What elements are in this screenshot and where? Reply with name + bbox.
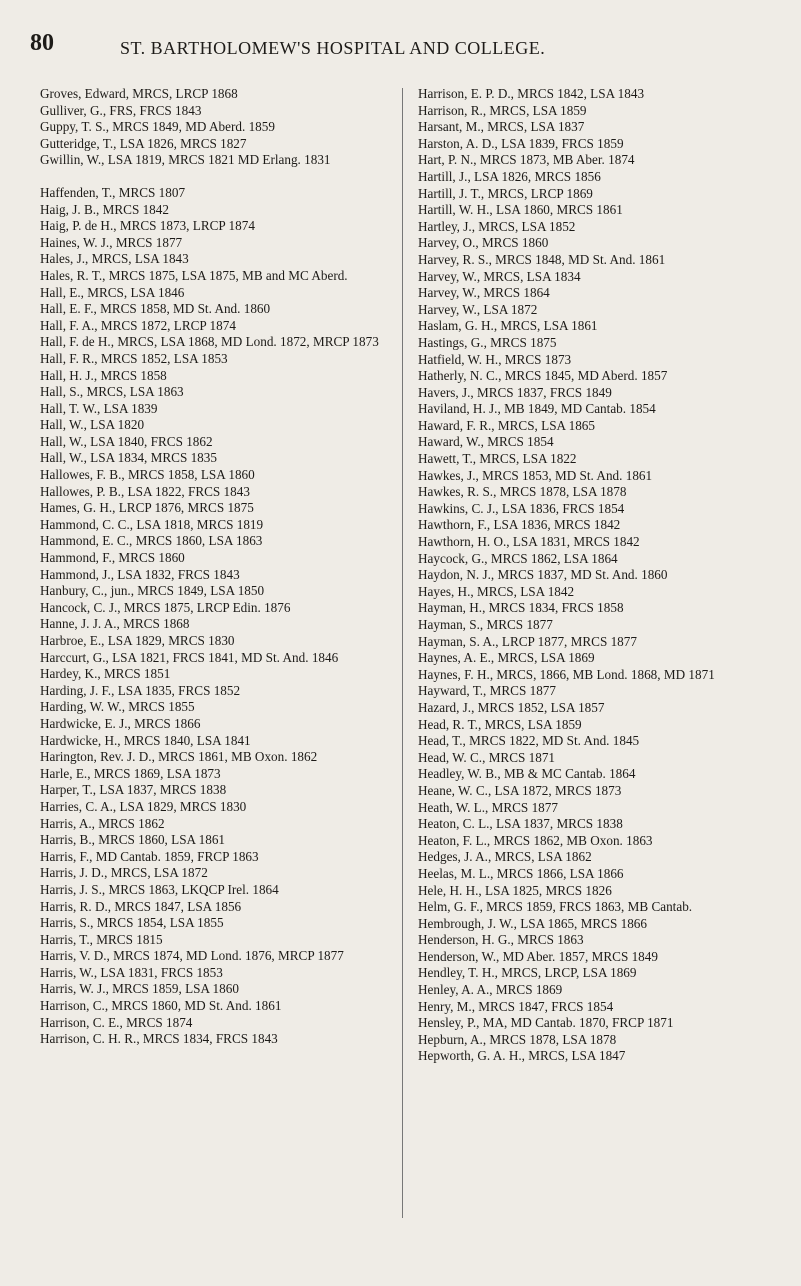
register-entry: Hall, F. R., MRCS 1852, LSA 1853 <box>40 350 228 366</box>
register-entry: Hall, H. J., MRCS 1858 <box>40 367 167 383</box>
register-entry: Havers, J., MRCS 1837, FRCS 1849 <box>418 384 612 400</box>
register-entry: Haffenden, T., MRCS 1807 <box>40 184 186 200</box>
register-entry: Harris, S., MRCS 1854, LSA 1855 <box>40 915 224 931</box>
register-entry: Gutteridge, T., LSA 1826, MRCS 1827 <box>40 135 247 151</box>
register-entry: Hales, J., MRCS, LSA 1843 <box>40 251 189 267</box>
register-entry: Harrison, R., MRCS, LSA 1859 <box>418 102 587 118</box>
register-entry: Haines, W. J., MRCS 1877 <box>40 234 183 250</box>
register-entry: Harris, B., MRCS 1860, LSA 1861 <box>40 832 226 848</box>
register-entry: Haig, J. B., MRCS 1842 <box>40 201 169 217</box>
register-entry: Harris, F., MD Cantab. 1859, FRCP 1863 <box>40 848 259 864</box>
register-entry: Hayward, T., MRCS 1877 <box>418 683 556 699</box>
register-entry: Hall, T. W., LSA 1839 <box>40 400 158 416</box>
register-entry: Head, T., MRCS 1822, MD St. And. 1845 <box>418 733 640 749</box>
register-entry: Hele, H. H., LSA 1825, MRCS 1826 <box>418 882 612 898</box>
register-entry: Harris, W. J., MRCS 1859, LSA 1860 <box>40 981 239 997</box>
register-entry: Harrison, C. H. R., MRCS 1834, FRCS 1843 <box>40 1031 278 1047</box>
register-entry: Harding, W. W., MRCS 1855 <box>40 699 195 715</box>
register-entry: Haydon, N. J., MRCS 1837, MD St. And. 1860 <box>418 567 668 583</box>
register-entry: Hall, W., LSA 1834, MRCS 1835 <box>40 450 217 466</box>
register-entry: Hallowes, F. B., MRCS 1858, LSA 1860 <box>40 467 255 483</box>
register-entry: Hall, E., MRCS, LSA 1846 <box>40 284 185 300</box>
right-column <box>418 86 778 1065</box>
register-entry: Hammond, E. C., MRCS 1860, LSA 1863 <box>40 533 263 549</box>
register-entry: Harle, E., MRCS 1869, LSA 1873 <box>40 765 221 781</box>
register-entry: Haward, F. R., MRCS, LSA 1865 <box>418 417 595 433</box>
register-entry: Hartill, W. H., LSA 1860, MRCS 1861 <box>418 202 623 218</box>
register-entry: Harris, J. D., MRCS, LSA 1872 <box>40 865 208 881</box>
register-entry: Hedges, J. A., MRCS, LSA 1862 <box>418 849 592 865</box>
register-entry: Guppy, T. S., MRCS 1849, MD Aberd. 1859 <box>40 119 275 135</box>
register-entry: Harington, Rev. J. D., MRCS 1861, MB Oxon. 1862 <box>40 749 318 765</box>
register-entry: Henley, A. A., MRCS 1869 <box>418 982 563 998</box>
register-entry: Hazard, J., MRCS 1852, LSA 1857 <box>418 699 605 715</box>
register-entry: Harston, A. D., LSA 1839, FRCS 1859 <box>418 135 624 151</box>
register-entry: Hallowes, P. B., LSA 1822, FRCS 1843 <box>40 483 250 499</box>
register-entry: Harvey, W., MRCS, LSA 1834 <box>418 268 581 284</box>
register-entry: Harris, J. S., MRCS 1863, LKQCP Irel. 1864 <box>40 881 279 897</box>
register-entry: Harris, V. D., MRCS 1874, MD Lond. 1876, MRCP 1877 <box>40 948 344 964</box>
register-entry: Hawkes, J., MRCS 1853, MD St. And. 1861 <box>418 467 653 483</box>
register-entry: Head, W. C., MRCS 1871 <box>418 749 556 765</box>
register-entry: Hatfield, W. H., MRCS 1873 <box>418 351 572 367</box>
register-entry: Hendley, T. H., MRCS, LRCP, LSA 1869 <box>418 965 637 981</box>
register-entry: Harvey, W., MRCS 1864 <box>418 285 550 301</box>
register-entry: Hepburn, A., MRCS 1878, LSA 1878 <box>418 1031 617 1047</box>
register-entry: Hartill, J., LSA 1826, MRCS 1856 <box>418 168 601 184</box>
register-entry: Gulliver, G., FRS, FRCS 1843 <box>40 102 202 118</box>
register-entry: Hardey, K., MRCS 1851 <box>40 666 171 682</box>
register-entry: Hayes, H., MRCS, LSA 1842 <box>418 583 575 599</box>
register-entry: Harbroe, E., LSA 1829, MRCS 1830 <box>40 633 235 648</box>
register-entry: Harvey, R. S., MRCS 1848, MD St. And. 1861 <box>418 251 666 267</box>
register-entry: Hastings, G., MRCS 1875 <box>418 334 557 350</box>
register-entry: Henderson, W., MD Aber. 1857, MRCS 1849 <box>418 948 658 964</box>
register-entry: Hall, F. de H., MRCS, LSA 1868, MD Lond. 1872, MRCP 1873 <box>40 334 379 350</box>
register-entry: Hawkes, R. S., MRCS 1878, LSA 1878 <box>418 484 627 500</box>
register-entry: Harsant, M., MRCS, LSA 1837 <box>418 119 585 135</box>
register-entry: Hardwicke, H., MRCS 1840, LSA 1841 <box>40 732 251 748</box>
register-entry: Haslam, G. H., MRCS, LSA 1861 <box>418 318 598 334</box>
register-entry: Hammond, J., LSA 1832, FRCS 1843 <box>40 566 240 582</box>
column-divider <box>402 88 403 1218</box>
register-entry: Hayman, H., MRCS 1834, FRCS 1858 <box>418 600 624 616</box>
register-entry: Hammond, C. C., LSA 1818, MRCS 1819 <box>40 516 264 532</box>
register-entry: Heelas, M. L., MRCS 1866, LSA 1866 <box>418 865 624 881</box>
register-entry: Hartley, J., MRCS, LSA 1852 <box>418 218 576 234</box>
register-entry: Hawthorn, F., LSA 1836, MRCS 1842 <box>418 517 621 533</box>
register-entry: Hall, W., LSA 1820 <box>40 417 145 433</box>
register-entry: Headley, W. B., MB & MC Cantab. 1864 <box>418 766 636 782</box>
register-entry: Heaton, F. L., MRCS 1862, MB Oxon. 1863 <box>418 832 653 848</box>
register-entry: Hembrough, J. W., LSA 1865, MRCS 1866 <box>418 915 647 931</box>
register-entry: Hart, P. N., MRCS 1873, MB Aber. 1874 <box>418 152 635 168</box>
register-entry: Hanne, J. J. A., MRCS 1868 <box>40 616 190 632</box>
register-entry: Hartill, J. T., MRCS, LRCP 1869 <box>418 185 593 201</box>
register-entry: Gwillin, W., LSA 1819, MRCS 1821 MD Erlang. 1831 <box>40 152 331 168</box>
register-entry: Hales, R. T., MRCS 1875, LSA 1875, MB and MC Aberd. <box>40 267 348 283</box>
register-entry: Haycock, G., MRCS 1862, LSA 1864 <box>418 550 618 566</box>
register-entry: Hawkins, C. J., LSA 1836, FRCS 1854 <box>418 500 625 516</box>
register-entry: Heath, W. L., MRCS 1877 <box>418 799 558 815</box>
register-entry: Hall, F. A., MRCS 1872, LRCP 1874 <box>40 317 236 333</box>
register-entry: Harvey, W., LSA 1872 <box>418 301 538 317</box>
register-entry: Hall, S., MRCS, LSA 1863 <box>40 384 184 400</box>
register-entry: Heaton, C. L., LSA 1837, MRCS 1838 <box>418 816 623 832</box>
register-entry: Harris, A., MRCS 1862 <box>40 815 165 831</box>
register-entry: Heane, W. C., LSA 1872, MRCS 1873 <box>418 782 622 798</box>
register-entry: Harris, W., LSA 1831, FRCS 1853 <box>40 964 223 980</box>
register-entry: Hardwicke, E. J., MRCS 1866 <box>40 715 201 731</box>
left-column <box>40 86 392 1048</box>
register-entry: Hawett, T., MRCS, LSA 1822 <box>418 451 577 467</box>
entry-group-g <box>40 86 392 169</box>
group-spacer <box>40 169 392 185</box>
register-entry: Hanbury, C., jun., MRCS 1849, LSA 1850 <box>40 583 265 599</box>
register-entry: Harris, R. D., MRCS 1847, LSA 1856 <box>40 898 242 914</box>
register-entry: Groves, Edward, MRCS, LRCP 1868 <box>40 86 238 101</box>
register-entry: Harding, J. F., LSA 1835, FRCS 1852 <box>40 682 241 698</box>
register-entry: Hames, G. H., LRCP 1876, MRCS 1875 <box>40 500 254 516</box>
register-entry: Haynes, A. E., MRCS, LSA 1869 <box>418 650 595 666</box>
register-entry: Hall, E. F., MRCS 1858, MD St. And. 1860 <box>40 301 271 317</box>
register-entry: Henderson, H. G., MRCS 1863 <box>418 932 584 948</box>
register-entry: Hammond, F., MRCS 1860 <box>40 550 185 566</box>
register-entry: Hall, W., LSA 1840, FRCS 1862 <box>40 433 213 449</box>
register-entry: Harries, C. A., LSA 1829, MRCS 1830 <box>40 798 247 814</box>
register-entry: Harrison, E. P. D., MRCS 1842, LSA 1843 <box>418 86 645 101</box>
register-entry: Head, R. T., MRCS, LSA 1859 <box>418 716 582 732</box>
register-entry: Hepworth, G. A. H., MRCS, LSA 1847 <box>418 1048 626 1064</box>
register-entry: Hayman, S., MRCS 1877 <box>418 617 553 632</box>
register-entry: Harccurt, G., LSA 1821, FRCS 1841, MD St. And. 1846 <box>40 649 339 665</box>
register-entry: Harvey, O., MRCS 1860 <box>418 235 549 251</box>
register-entry: Hancock, C. J., MRCS 1875, LRCP Edin. 1876 <box>40 599 291 615</box>
register-entry: Hayman, S. A., LRCP 1877, MRCS 1877 <box>418 633 637 649</box>
entry-group-right <box>418 86 778 1065</box>
register-entry: Harris, T., MRCS 1815 <box>40 931 163 947</box>
register-entry: Hatherly, N. C., MRCS 1845, MD Aberd. 1857 <box>418 368 668 384</box>
register-entry: Harrison, C., MRCS 1860, MD St. And. 1861 <box>40 998 282 1014</box>
register-entry: Haynes, F. H., MRCS, 1866, MB Lond. 1868, MD 1871 <box>418 666 715 682</box>
register-entry: Hensley, P., MA, MD Cantab. 1870, FRCP 1871 <box>418 1015 674 1031</box>
page-header <box>30 30 781 70</box>
register-entry: Harrison, C. E., MRCS 1874 <box>40 1014 193 1030</box>
register-entry: Harper, T., LSA 1837, MRCS 1838 <box>40 782 227 798</box>
register-entry: Henry, M., MRCS 1847, FRCS 1854 <box>418 998 614 1014</box>
register-entry: Hawthorn, H. O., LSA 1831, MRCS 1842 <box>418 534 640 550</box>
register-entry: Haward, W., MRCS 1854 <box>418 434 554 450</box>
register-entry: Helm, G. F., MRCS 1859, FRCS 1863, MB Cantab. <box>418 899 693 915</box>
entry-group-h <box>40 185 392 1048</box>
register-entry: Haviland, H. J., MB 1849, MD Cantab. 1854 <box>418 401 656 417</box>
page-number: 80 <box>30 30 54 56</box>
register-entry: Haig, P. de H., MRCS 1873, LRCP 1874 <box>40 218 255 234</box>
running-title: ST. BARTHOLOMEW'S HOSPITAL AND COLLEGE. <box>120 38 546 58</box>
